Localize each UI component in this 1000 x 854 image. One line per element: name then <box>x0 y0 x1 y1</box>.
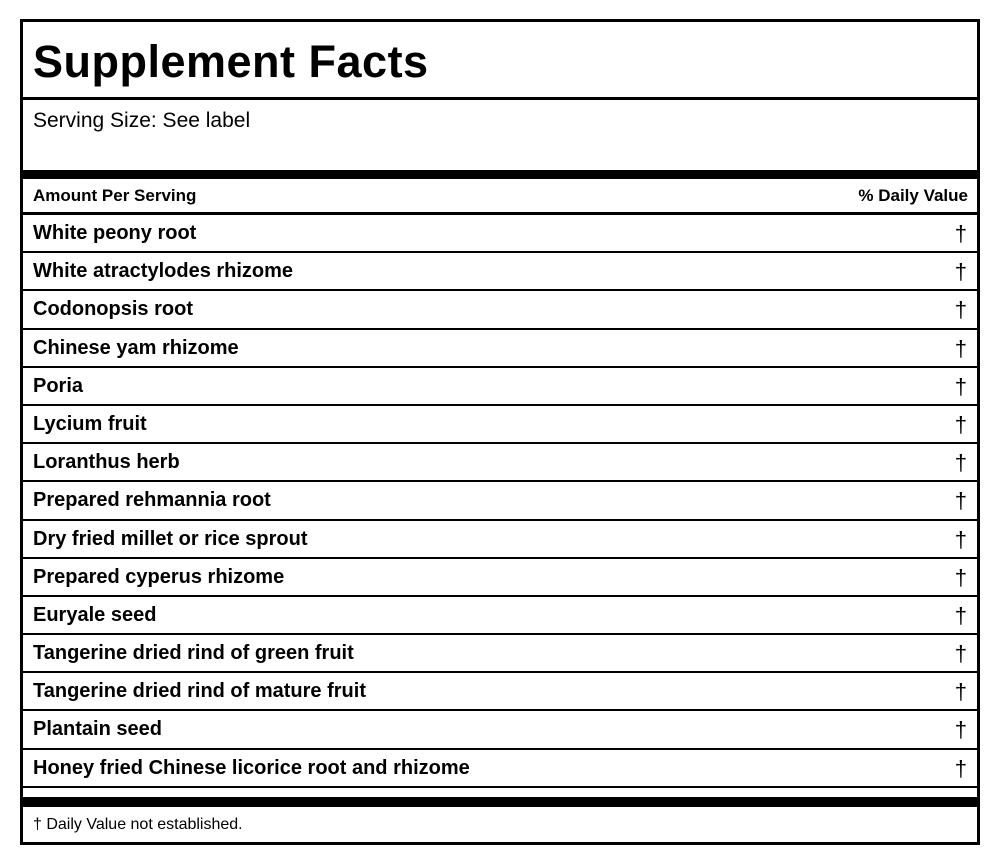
daily-value-dagger: † <box>954 755 967 781</box>
daily-value-dagger: † <box>954 221 967 246</box>
ingredient-row <box>23 330 977 368</box>
footnote-section <box>23 807 977 842</box>
ingredient-row <box>23 635 977 673</box>
footnote: † Daily Value not established. <box>33 816 243 833</box>
daily-value-dagger: † <box>954 488 967 514</box>
serving-section <box>23 100 977 170</box>
daily-value-dagger: † <box>954 526 967 552</box>
ingredient-name: Prepared rehmannia root <box>33 489 271 512</box>
ingredient-name: Loranthus herb <box>33 451 180 474</box>
ingredient-row <box>23 711 977 749</box>
ingredient-row <box>23 750 977 788</box>
amount-per-serving-header: Amount Per Serving <box>33 186 197 205</box>
ingredient-list <box>23 215 977 788</box>
ingredient-row <box>23 215 977 253</box>
daily-value-dagger: † <box>954 297 967 323</box>
daily-value-dagger: † <box>954 641 967 667</box>
ingredient-name: Poria <box>33 374 84 397</box>
ingredient-row <box>23 406 977 444</box>
ingredient-name: Tangerine dried rind of green fruit <box>33 642 354 665</box>
ingredient-row <box>23 597 977 635</box>
daily-value-dagger: † <box>954 259 967 285</box>
serving-size: Serving Size: See label <box>33 109 251 132</box>
ingredient-name: Plantain seed <box>33 718 162 741</box>
daily-value-dagger: † <box>954 679 967 705</box>
ingredient-name: Euryale seed <box>33 603 157 626</box>
ingredient-name: Tangerine dried rind of mature fruit <box>33 680 366 703</box>
ingredient-row <box>23 559 977 597</box>
column-header <box>23 179 977 215</box>
daily-value-dagger: † <box>954 602 967 628</box>
ingredient-row <box>23 673 977 711</box>
title-section <box>23 22 977 100</box>
daily-value-dagger: † <box>954 450 967 476</box>
ingredient-row <box>23 521 977 559</box>
ingredient-row <box>23 368 977 406</box>
daily-value-dagger: † <box>954 411 967 437</box>
ingredient-name: Dry fried millet or rice sprout <box>33 527 308 550</box>
ingredient-name: Lycium fruit <box>33 412 147 435</box>
ingredient-name: Honey fried Chinese licorice root and rhizome <box>33 756 470 779</box>
daily-value-dagger: † <box>954 564 967 590</box>
thick-divider-bottom <box>23 797 977 807</box>
daily-value-dagger: † <box>954 335 967 361</box>
ingredient-row <box>23 444 977 482</box>
daily-value-dagger: † <box>954 373 967 399</box>
label-title: Supplement Facts <box>33 36 429 87</box>
ingredient-row <box>23 291 977 329</box>
daily-value-header: % Daily Value <box>858 186 968 205</box>
ingredient-row <box>23 482 977 520</box>
thick-divider-top <box>23 170 977 179</box>
daily-value-dagger: † <box>954 717 967 743</box>
ingredient-name: White atractylodes rhizome <box>33 260 294 283</box>
supplement-facts-panel <box>20 19 980 845</box>
ingredient-row <box>23 253 977 291</box>
ingredient-name: Prepared cyperus rhizome <box>33 565 285 588</box>
ingredient-name: Chinese yam rhizome <box>33 336 239 359</box>
ingredient-name: Codonopsis root <box>33 298 193 321</box>
ingredient-name: White peony root <box>33 222 197 244</box>
